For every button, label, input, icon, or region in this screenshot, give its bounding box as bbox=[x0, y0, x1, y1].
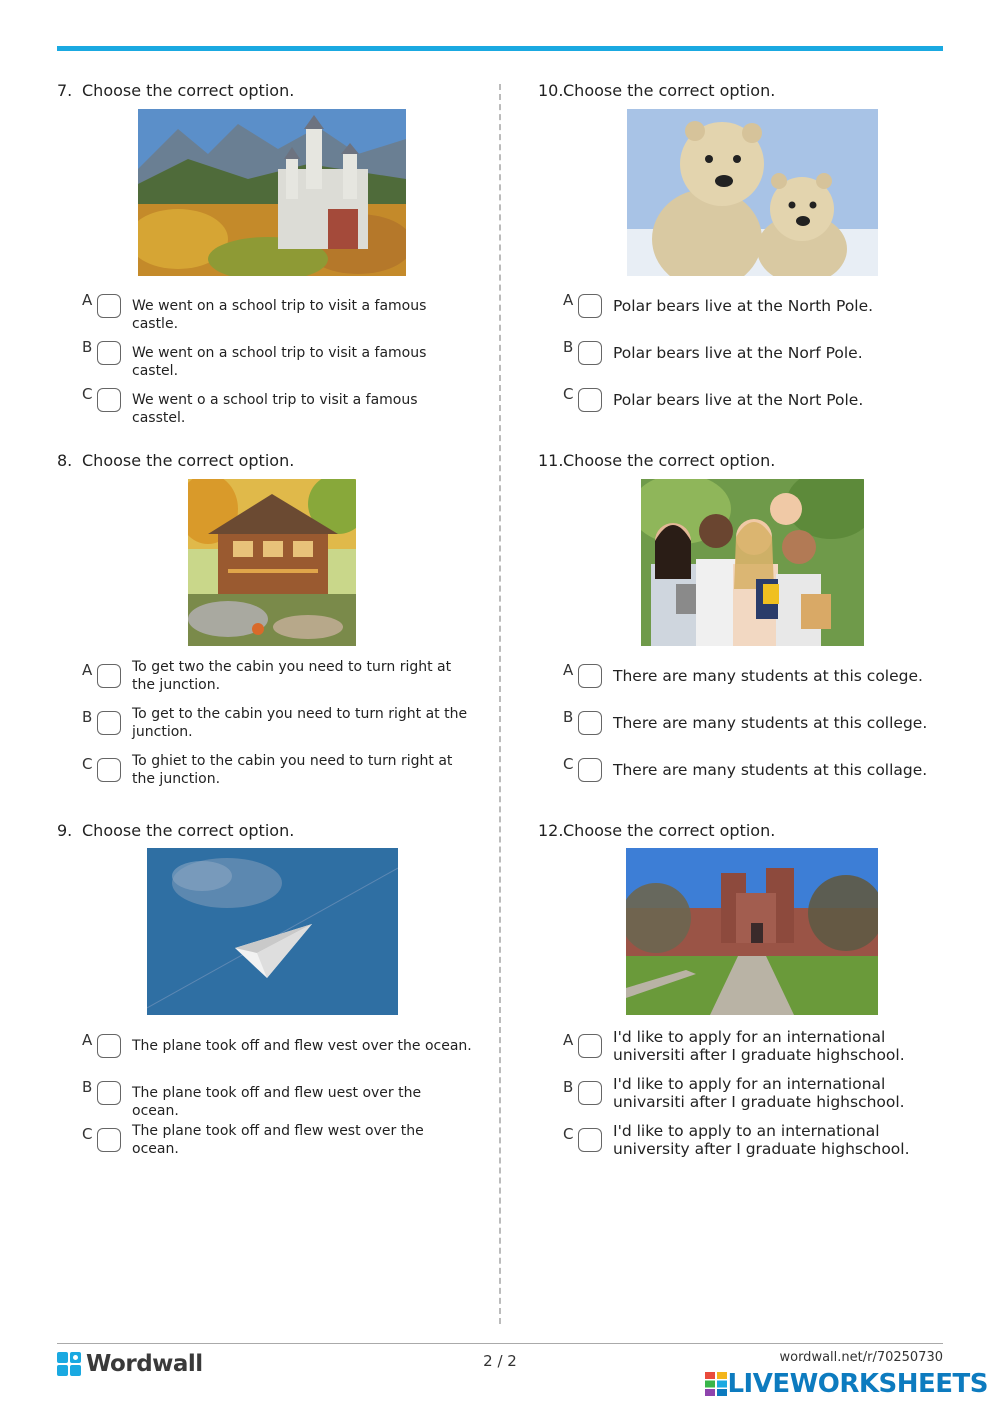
question-prompt: Choose the correct option. bbox=[563, 450, 776, 470]
option-text: Polar bears live at the Norf Pole. bbox=[613, 344, 863, 362]
question-number: 11. bbox=[538, 450, 564, 470]
polar-bears-photo bbox=[627, 109, 878, 276]
question-7 bbox=[57, 79, 477, 426]
option-text: I'd like to apply for an international universiti after I graduate highschool. bbox=[613, 1028, 905, 1064]
option-text: We went o a school trip to visit a famous casstel. bbox=[132, 392, 418, 426]
castle-photo bbox=[138, 109, 406, 276]
option-text: There are many students at this colege. bbox=[613, 667, 923, 685]
paper-plane-photo bbox=[147, 848, 398, 1015]
answer-checkbox[interactable] bbox=[578, 758, 602, 782]
option-c bbox=[538, 755, 958, 799]
answer-checkbox[interactable] bbox=[578, 664, 602, 688]
question-header bbox=[57, 79, 477, 101]
question-12 bbox=[538, 819, 958, 1158]
question-10 bbox=[538, 79, 958, 409]
answer-checkbox[interactable] bbox=[578, 1128, 602, 1152]
question-prompt: Choose the correct option. bbox=[82, 820, 295, 840]
option-letter: A bbox=[82, 1031, 93, 1049]
answer-checkbox[interactable] bbox=[97, 294, 121, 318]
answer-checkbox[interactable] bbox=[97, 1128, 121, 1152]
option-c bbox=[538, 385, 958, 429]
question-header bbox=[57, 449, 477, 471]
option-letter: A bbox=[82, 291, 93, 309]
answer-checkbox[interactable] bbox=[578, 388, 602, 412]
option-letter: C bbox=[82, 1125, 93, 1143]
option-letter: A bbox=[563, 291, 574, 309]
option-text: Polar bears live at the Nort Pole. bbox=[613, 391, 864, 409]
option-text: The plane took off and flew uest over the ocean. bbox=[132, 1085, 422, 1119]
liveworksheets-logo bbox=[705, 1369, 988, 1399]
question-prompt: Choose the correct option. bbox=[82, 450, 295, 470]
question-header bbox=[538, 819, 958, 841]
option-c bbox=[538, 1122, 958, 1169]
liveworksheets-brand-text: LIVEWORKSHEETS bbox=[727, 1369, 988, 1399]
answer-checkbox[interactable] bbox=[97, 1034, 121, 1058]
option-letter: C bbox=[82, 385, 93, 403]
option-text: There are many students at this college. bbox=[613, 714, 928, 732]
answer-checkbox[interactable] bbox=[578, 1081, 602, 1105]
column-divider bbox=[499, 84, 501, 1324]
option-a bbox=[538, 661, 958, 705]
question-11 bbox=[538, 449, 958, 779]
option-letter: B bbox=[563, 708, 574, 726]
option-text: I'd like to apply to an international university after I graduate highschool. bbox=[613, 1122, 910, 1158]
option-letter: C bbox=[563, 385, 574, 403]
cabin-photo bbox=[188, 479, 356, 646]
question-9 bbox=[57, 819, 477, 1157]
option-c bbox=[57, 385, 477, 429]
option-letter: B bbox=[563, 338, 574, 356]
liveworksheets-logo-icon bbox=[705, 1372, 727, 1396]
page-number: 2 / 2 bbox=[483, 1352, 517, 1370]
question-header bbox=[57, 819, 477, 841]
worksheet-url[interactable]: wordwall.net/r/70250730 bbox=[779, 1350, 943, 1365]
answer-checkbox[interactable] bbox=[97, 664, 121, 688]
question-prompt: Choose the correct option. bbox=[82, 80, 295, 100]
question-number: 8. bbox=[57, 450, 73, 470]
option-text: To ghiet to the cabin you need to turn right at the junction. bbox=[132, 753, 453, 787]
answer-checkbox[interactable] bbox=[578, 1034, 602, 1058]
answer-checkbox[interactable] bbox=[578, 711, 602, 735]
answer-checkbox[interactable] bbox=[578, 341, 602, 365]
wordwall-logo-icon bbox=[57, 1352, 81, 1376]
option-letter: A bbox=[563, 1031, 574, 1049]
option-text: There are many students at this collage. bbox=[613, 761, 928, 779]
option-letter: A bbox=[82, 661, 93, 679]
option-letter: B bbox=[82, 1078, 93, 1096]
answer-checkbox[interactable] bbox=[97, 388, 121, 412]
answer-checkbox[interactable] bbox=[97, 711, 121, 735]
question-number: 12. bbox=[538, 820, 564, 840]
question-prompt: Choose the correct option. bbox=[563, 80, 776, 100]
option-text: I'd like to apply for an international univarsiti after I graduate highschool. bbox=[613, 1075, 905, 1111]
option-letter: B bbox=[563, 1078, 574, 1096]
question-number: 10. bbox=[538, 80, 564, 100]
wordwall-brand-text: Wordwall bbox=[86, 1351, 203, 1377]
top-accent-rule bbox=[57, 46, 943, 51]
question-number: 9. bbox=[57, 820, 73, 840]
option-c bbox=[57, 755, 477, 799]
option-text: Polar bears live at the North Pole. bbox=[613, 297, 874, 315]
option-b bbox=[57, 1078, 477, 1122]
option-letter: C bbox=[563, 1125, 574, 1143]
option-a bbox=[57, 291, 477, 335]
option-b bbox=[538, 1075, 958, 1122]
option-a bbox=[538, 1028, 958, 1075]
option-a bbox=[57, 661, 477, 705]
option-letter: B bbox=[82, 708, 93, 726]
option-letter: B bbox=[82, 338, 93, 356]
option-text: We went on a school trip to visit a famous castle. bbox=[132, 298, 427, 332]
students-photo bbox=[641, 479, 864, 646]
option-text: The plane took off and flew vest over the ocean. bbox=[132, 1038, 472, 1054]
option-letter: C bbox=[82, 755, 93, 773]
option-letter: C bbox=[563, 755, 574, 773]
answer-checkbox[interactable] bbox=[97, 1081, 121, 1105]
question-number: 7. bbox=[57, 80, 73, 100]
option-letter: A bbox=[563, 661, 574, 679]
question-header bbox=[538, 79, 958, 101]
option-a bbox=[57, 1031, 477, 1075]
answer-checkbox[interactable] bbox=[97, 758, 121, 782]
option-text: The plane took off and flew west over the ocean. bbox=[132, 1123, 424, 1157]
answer-checkbox[interactable] bbox=[97, 341, 121, 365]
wordwall-logo bbox=[57, 1350, 203, 1378]
option-c bbox=[57, 1125, 477, 1169]
option-b bbox=[57, 708, 477, 752]
footer-rule bbox=[57, 1343, 943, 1344]
answer-checkbox[interactable] bbox=[578, 294, 602, 318]
option-b bbox=[57, 338, 477, 382]
question-prompt: Choose the correct option. bbox=[563, 820, 776, 840]
question-8 bbox=[57, 449, 477, 787]
option-text: To get two the cabin you need to turn right at the junction. bbox=[132, 659, 452, 693]
option-a bbox=[538, 291, 958, 335]
option-text: To get to the cabin you need to turn right at the junction. bbox=[132, 706, 468, 740]
option-b bbox=[538, 338, 958, 382]
university-photo bbox=[626, 848, 878, 1015]
question-header bbox=[538, 449, 958, 471]
option-b bbox=[538, 708, 958, 752]
option-text: We went on a school trip to visit a famous castel. bbox=[132, 345, 427, 379]
